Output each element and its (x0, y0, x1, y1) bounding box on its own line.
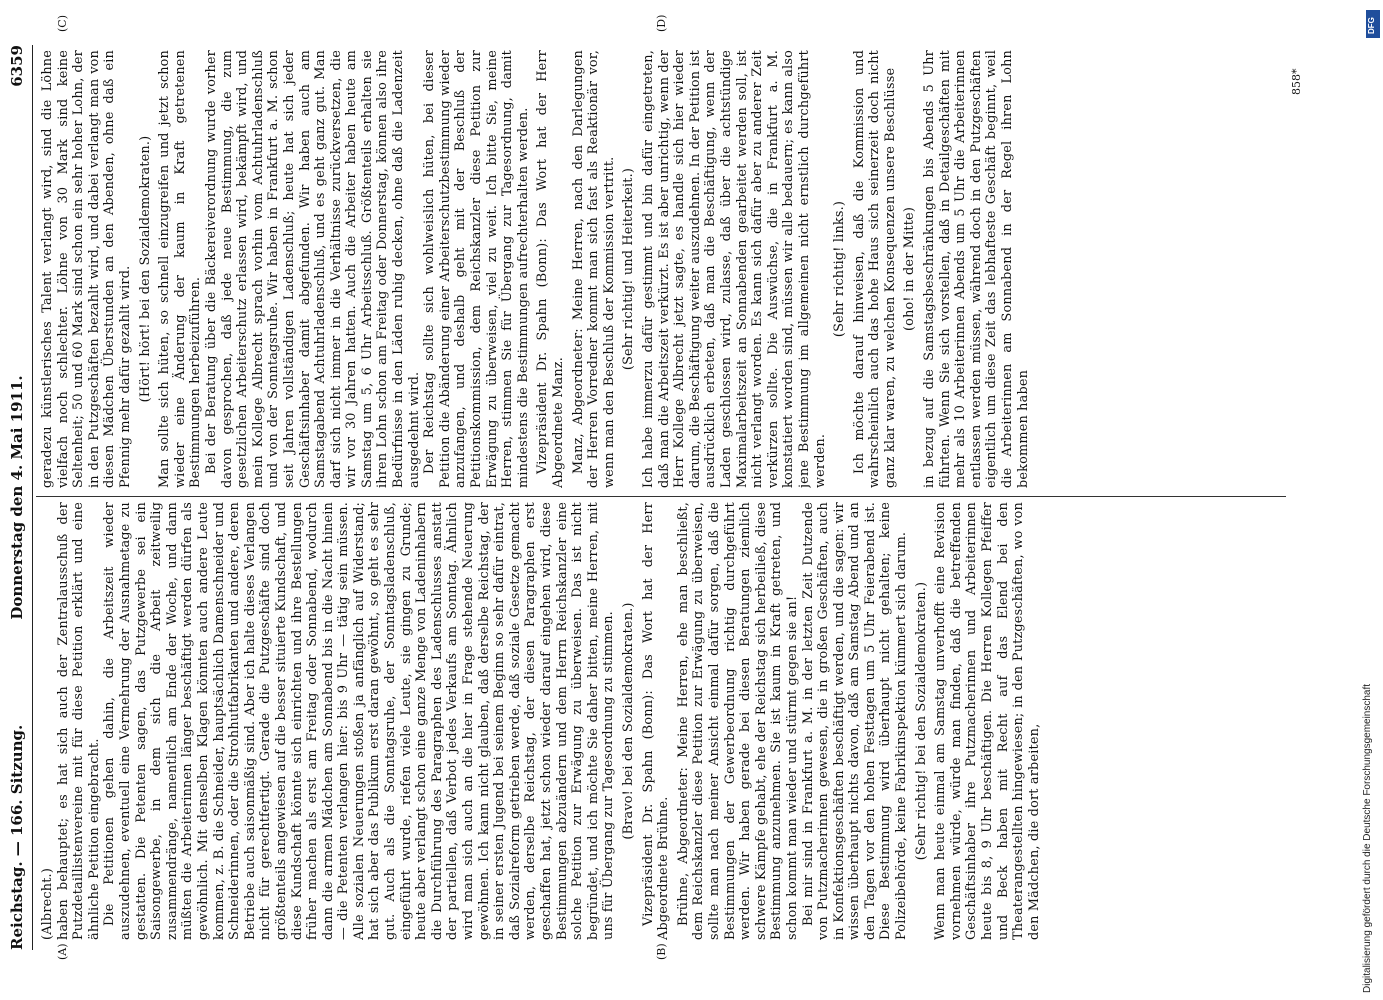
right-column-paragraph: (Hört! hört! bei den Sozialdemokraten.) (137, 135, 153, 403)
right-column-paragraph: Bei der Beratung über die Bäckereiverordnung wurde vorher davon gesprochen, daß jede neue Bestimmung, die zum gesetzlichen Arbeiterschutz erlassen wird, bekämpft wird, und mein Kollege Albrecht sprach vorhin vom Achtuhrladenschluß und von der Sonntagsruhe. Wir haben in Frankfurt a. M. schon seit Jahren vollständigen Ladenschluß; heute hat sich jeder Geschäftsinhaber damit abgefunden. Wir haben auch am Samstagabend Achtuhrladenschluß, und es geht ganz gut. Man darf sich nicht immer in die Verhältnisse zurückversetzen, die wir vor 30 Jahren hatten. Auch die Arbeiter haben heute am Samstag um 5, 6 Uhr Arbeitsschluß. Größtenteils erhalten sie ihren Lohn schon am Freitag oder Donnerstag, können also ihre Bedürfnisse in den Läden ruhig decken, ohne daß die Ladenzeit ausgedehnt wird. (203, 50, 422, 488)
left-column-paragraph: Bei mir sind in Frankfurt a. M. in der letzten Zeit Dutzende von Putzmacherinnen gewesen, die in großen Geschäften, auch in Konfektionsgeschäften beschäftigt werden, und die sagen: wir wissen überhaupt nichts davon, daß am Samstag Abend und an den Tagen vor den hohen Festtagen um 5 Uhr Feierabend ist. Diese Bestimmung wird überhaupt nicht gehalten; keine Polizeibehörde, keine Fabrikinspektion kümmert sich darum. (800, 502, 910, 940)
margin-mark-a: (A) (56, 943, 69, 960)
left-column-paragraph: (Bravo! bei den Sozialdemokraten.) (620, 602, 636, 840)
left-column-paragraph: Wenn man heute einmal am Samstag unverhofft eine Revision vornehmen würde, würde man finden, daß die betreffenden Geschäftsinhaber ihre Putzmacherinnen und Arbeiterinnen heute bis 8, 9 Uhr beschäftigen. Die Herren Kollegen Pfeiffer und Beck haben mit Recht auf das Elend bei den Theaterangestellten hingewiesen; in den Putzgeschäften, wo von den Mädchen, die dort arbeiten, (933, 502, 1042, 940)
right-column (40, 50, 1290, 488)
header-date: Donnerstag den 4. Mai 1911. (8, 375, 26, 620)
left-column-paragraph: haben behauptet; es hat sich auch der Zentralausschuß der Putzdetaillistenvereine mit für diese Petition erklärt und eine ähnliche Petition eingebracht. (55, 502, 102, 940)
dfg-logo-text: DFG (1367, 17, 1376, 34)
right-column-paragraph: Manz, Abgeordneter: Meine Herren, nach den Darlegungen der Herren Vorredner kommt man sich fast als Reaktionär vor, wenn man den Beschluß der Kommission vertritt. (570, 50, 617, 488)
header-page-number: 6359 (8, 45, 26, 87)
right-column-paragraph: Ich möchte darauf hinweisen, daß die Kommission und wahrscheinlich auch das hohe Haus sich seinerzeit doch nicht ganz klar waren, zu welchen Konsequenzen unsere Beschlüsse (851, 50, 898, 488)
page-header (8, 45, 32, 950)
right-column-paragraph: Ich habe immerzu dafür gestimmt und bin dafür eingetreten, daß man die Arbeitszeit verkürzt. Es ist aber unrichtig, wenn der Herr Kollege Albrecht jetzt sagte, es handle sich hier wieder darum, die Beschäftigung weiter auszudehnen. In der Petition ist ausdrücklich erbeten, daß man die Beschäftigung, wenn der Laden geschlossen wird, zulasse, daß über die achtstündige Maximalarbeitszeit an Sonnabenden gearbeitet werden soll, ist nicht verlangt worden. Es kann sich dafür aber zu anderer Zeit verkürzen sollte. Die Auswüchse, die in Frankfurt a. M. konstatiert worden sind, müssen wir alle bedauern; es kann also jene Bestimmung im allgemeinen nicht ernstlich durchgeführt werden. (640, 50, 828, 488)
right-column-paragraph: (Sehr richtig! links.) (832, 200, 848, 338)
right-column-paragraph: (oho! in der Mitte) (902, 206, 918, 332)
dfg-logo (1366, 10, 1380, 38)
right-column-paragraph: in bezug auf die Samstagsbeschränkungen bis Abends 5 Uhr führten. Wenn Sie sich vorstellen, daß in Detailgeschäften mit mehr als 10 Arbeiterinnen Abends um 5 Uhr die Arbeiterinnen entlassen werden müssen, während doch in den Putzgeschäften eigentlich um diese Zeit das lebhafteste Geschäft beginnt, weil die Arbeiterinnen am Sonnabend in der Regel ihren Lohn bekommen haben (922, 50, 1031, 488)
right-column-paragraph: Der Reichstag sollte sich wohlweislich hüten, bei dieser Petition die Abänderung einer Arbeiterschutzbestimmung wieder anzufangen, und deshalb geht mit der Beschluß der Petitionskommission, dem Reichskanzler diese Petition zur Erwägung zu überweisen, viel zu weit. Ich bitte Sie, meine Herren, stimmen Sie für Übergang zur Tagesordnung, damit mindestens die Bestimmungen aufrechterhalten werden. (422, 50, 531, 488)
left-column-paragraph: (Albrecht.) (40, 867, 55, 940)
digitization-credit (1362, 8, 1378, 993)
header-session: Reichstag. — 166. Sitzung. (8, 724, 26, 950)
column-divider (36, 496, 1286, 497)
right-column-paragraph: geradezu künstlerisches Talent verlangt wird, sind die Löhne vielfach noch schlechter. Löhne von 30 Mark sind keine Seltenheit; 50 und 60 Mark sind schon ein sehr hoher Lohn, der in den Putzgeschäften bezahlt wird, und dabei verlangt man von diesen Mädchen Überstunden an den Abenden, ohne daß ein Pfennig mehr dafür gezahlt wird. (40, 50, 133, 488)
right-column-paragraph: Vizepräsident Dr. Spahn (Bonn): Das Wort hat der Herr Abgeordnete Manz. (535, 50, 566, 488)
left-column (40, 502, 1290, 940)
left-column-paragraph: Vizepräsident Dr. Spahn (Bonn): Das Wort hat der Herr Abgeordnete Brühne. (640, 502, 672, 940)
margin-mark-b: (B) (655, 943, 668, 960)
header-rule (32, 45, 33, 950)
left-column-paragraph: Die Petitionen gehen dahin, die Arbeitszeit wieder auszudehnen, eventuell eine Vermehrung der Ausnahmetage zu gestatten. Die Petenten sagen, das Putzgewerbe sei ein Saisongewerbe, in dem sich die Arbeit zeitweilig zusammendränge, namentlich am Ende der Woche, und dann müßten die Arbeiterinnen länger beschäftigt werden dürfen als gewöhnlich. Mit denselben Klagen könnten auch andere Leute kommen, z. B. die Schneider, hauptsächlich Damenschneider und Schneiderinnen, oder die Strohhutfabrikanten und andere, deren Betriebe auch saisonmäßig sind. Aber ich halte dieses Verlangen nicht für gerechtfertigt. Gerade die Putzgeschäfte sind doch größtenteils angewiesen auf die besser situierte Kundschaft, und diese Kundschaft könnte sich einrichten und ihre Bestellungen früher machen als erst am Freitag oder Sonnabend, wodurch dann die armen Mädchen am Sonnabend bis in die Nacht hinein — die Petenten verlangen hier: bis 9 Uhr — tätig sein müssen. Alle sozialen Neuerungen stoßen ja anfänglich auf Widerstand; hat sich aber das Publikum erst daran gewöhnt, so geht es sehr gut. Auch als die Sonntagsruhe, der Sonntagsladenschluß, eingeführt wurde, riefen viele Leute, sie gingen zu Grunde; heute aber verlangt schon eine ganze Menge von Ladeninhabern die Durchführung des Paragraphen des Ladenschlusses anstatt der partiellen, daß Verbot jedes Verkaufs am Sonntag. Ähnlich wird man sich auch an die hier in Frage stehende Neuerung gewöhnen. Ich kann nicht glauben, daß derselbe Reichstag, der in seiner ersten Jugend bei seinem Beginn so sehr dafür eintrat, daß Sozialreform getrieben werde, daß soziale Gesetze gemacht werden, derselbe Reichstag, der diesen Paragraphen erst geschaffen hat, jetzt schon wieder darauf eingehen wird, diese Bestimmungen abzuändern und dem Herrn Reichskanzler eine solche Petition zur Erwägung zu überweisen. Das ist nicht begründet, und ich möchte Sie daher bitten, meine Herren, mit uns für Übergang zur Tagesordnung zu stimmen. (102, 502, 617, 940)
right-column-paragraph: Man sollte sich hüten, so schnell einzugreifen und jetzt schon wieder eine Änderung der kaum in Kraft getretenen Bestimmungen herbeizuführen. (157, 50, 204, 488)
margin-mark-d: (D) (655, 14, 668, 32)
right-column-paragraph: (Sehr richtig! und Heiterkeit.) (621, 167, 637, 371)
left-column-paragraph: Brühne, Abgeordneter: Meine Herren, ehe man beschließt, dem Reichskanzler diese Petition zur Erwägung zu überweisen, sollte man nach meiner Ansicht einmal dafür sorgen, daß die Bestimmungen der Gewerbeordnung richtig durchgeführt werden. Wir haben gerade bei diesen Beratungen ziemlich schwere Kämpfe gehabt, ehe der Reichstag sich herbeiließ, diese Bestimmung anzunehmen. Sie ist kaum in Kraft getreten, und schon kommt man wieder und stürmt gegen sie an! (675, 502, 800, 940)
margin-mark-c: (C) (56, 15, 69, 32)
credit-text: Digitalisierung gefördert durch die Deutsche Forschungsgemeinschaft (1362, 683, 1373, 993)
sheet-counter: 858* (1290, 68, 1303, 95)
left-column-paragraph: (Sehr richtig! bei den Sozialdemokraten.) (913, 581, 929, 861)
